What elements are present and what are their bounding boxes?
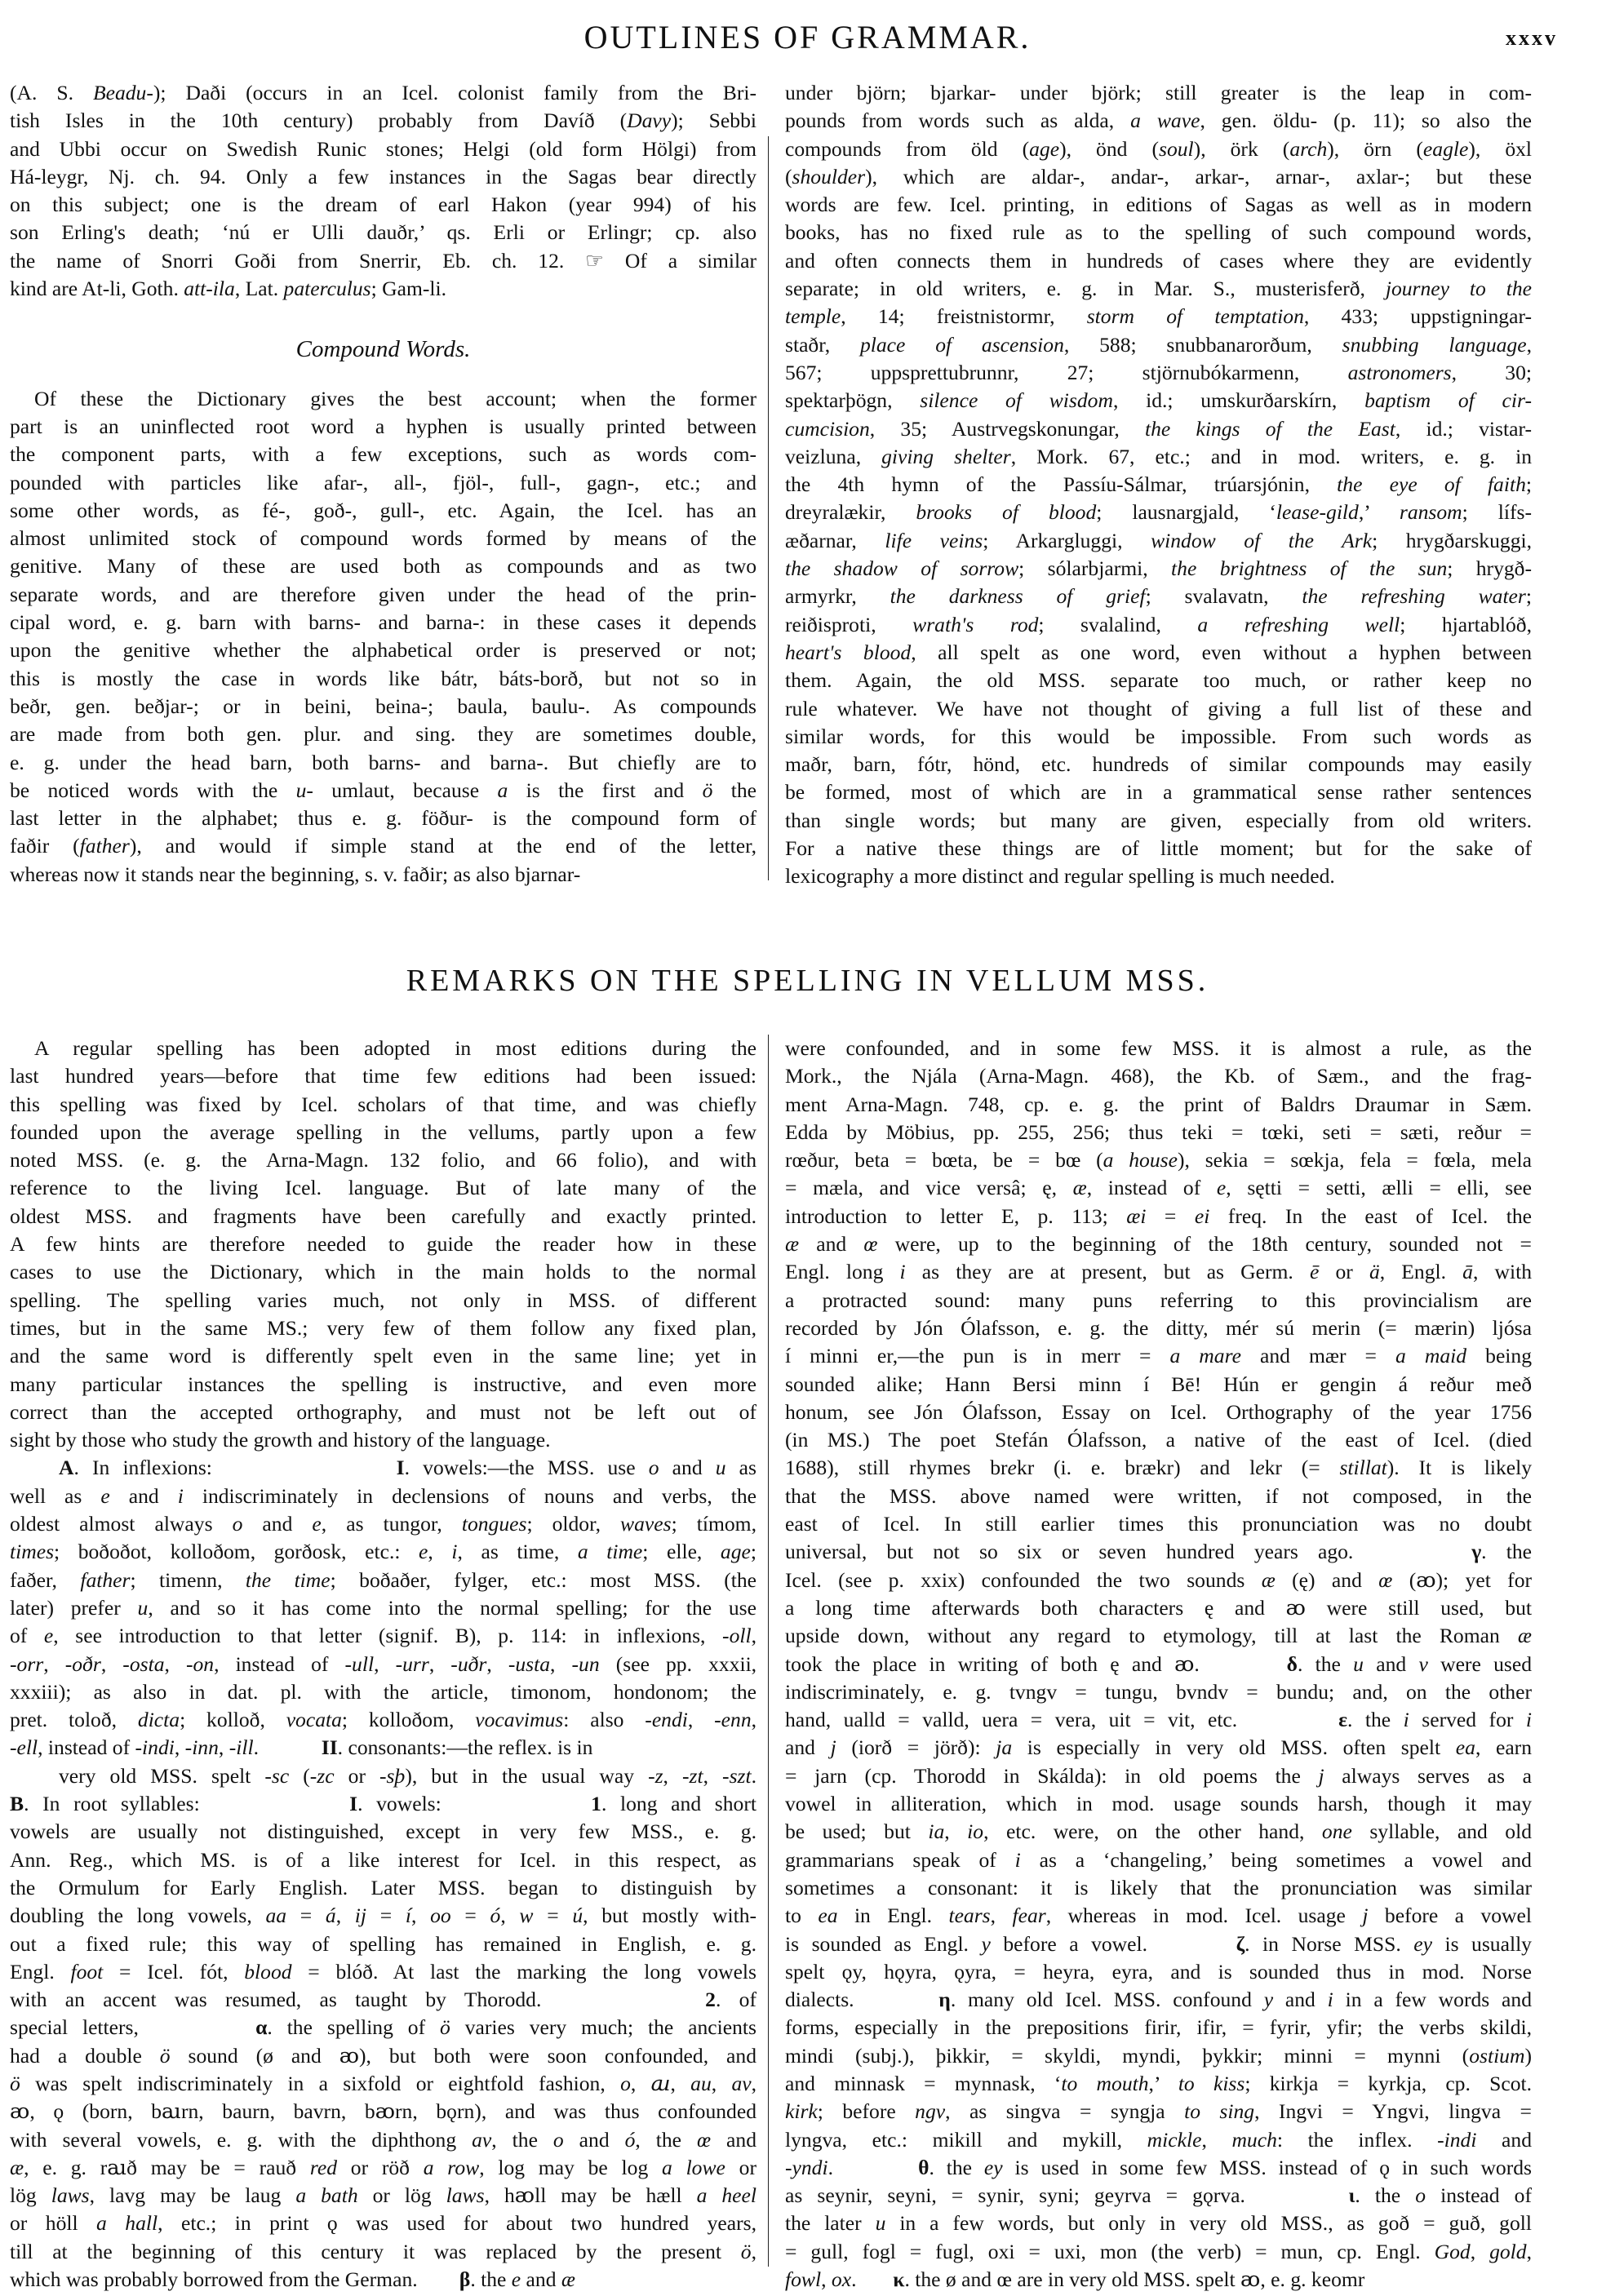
text-line: armyrkr, the darkness of grief; svalavatn, the refreshing water; xyxy=(785,584,1533,609)
text-line: heart's blood, all spelt as one word, even without a hyphen between xyxy=(785,640,1532,664)
text-line: Ann. Reg., which MS. is of a like interest for Icel. in this respect, as xyxy=(10,1847,756,1872)
text-line: cases to use the Dictionary, which in the main holds to the normal xyxy=(10,1260,756,1284)
text-line: forms, especially in the prepositions firir, ifir, = fyrir, yfir; the verbs skildi, xyxy=(785,2015,1532,2040)
text-line: xxxiii); as also in dat. pl. with the article, timonom, hondonom; the xyxy=(10,1679,756,1704)
text-line: staðr, place of ascension, 588; snubbanarorðum, snubbing language, xyxy=(785,332,1532,357)
text-line: to ea in Engl. tears, fear, whereas in mod. Icel. usage j before a vowel xyxy=(785,1904,1533,1928)
text-line: took the place in writing of both ę and ꜵ. δ. the u and v were used xyxy=(785,1651,1532,1676)
text-line: e. g. under the head barn, both barns- and barna-. But chiefly are to xyxy=(10,750,756,774)
text-line: = gull, fogl = fugl, oxi = uxi, mon (the verb) = mun, cp. Engl. God, gold, xyxy=(785,2239,1532,2263)
text-line: lög laws, lavg may be laug a bath or lög laws, hꜵll may be hæll a heel xyxy=(10,2183,756,2208)
text-line: introduction to letter E, p. 113; æi = ei freq. In the east of Icel. the xyxy=(785,1203,1533,1228)
text-line: well as e and i indiscriminately in declensions of nouns and verbs, the xyxy=(10,1483,756,1508)
text-line: rule whatever. We have not thought of giving a full list of these and xyxy=(785,696,1532,720)
text-line: this is mostly the case in words like bátr, báts-borð, but not so in xyxy=(10,666,756,690)
text-line: dialects. η. many old Icel. MSS. confound y and i in a few words and xyxy=(785,1988,1533,2012)
text-line: them. Again, the old MSS. separate too much, or rather keep no xyxy=(785,668,1532,693)
text-line: separate words, and are therefore given under the head of the prin- xyxy=(10,582,756,606)
compound-words-text xyxy=(10,385,756,889)
text-line: that the MSS. above named were written, if not composed, in the xyxy=(785,1483,1532,1508)
text-line: the component parts, with a few exceptions, such as words com- xyxy=(10,442,756,467)
text-line: Of these the Dictionary gives the best account; when the former xyxy=(34,386,756,410)
lower-left-column xyxy=(10,1035,756,2294)
text-line: on this subject; one is the dream of earl Hakon (year 994) of his xyxy=(10,193,756,217)
text-line: last letter in the alphabet; thus e. g. föður- is the compound form of xyxy=(10,806,756,831)
column-rule-upper xyxy=(768,136,769,880)
text-line: the shadow of sorrow; sólarbjarmi, the brightness of the sun; hrygð- xyxy=(785,556,1532,581)
text-line: whereas now it stands near the beginning, s. v. faðir; as also bjarnar- xyxy=(10,862,581,886)
text-line: dreyralækir, brooks of blood; lausnargjald, ‘lease-gild,’ ransom; lífs- xyxy=(785,500,1532,525)
text-line: honum, see Jón Ólafsson, Essay on Icel. Orthography of the year 1756 xyxy=(785,1399,1532,1424)
text-line: cumcision, 35; Austrvegskonungar, the kings of the East, id.; vistar- xyxy=(785,416,1532,441)
text-line: correct than the accepted orthography, and must not be left out of xyxy=(10,1399,756,1424)
text-line: rœður, beta = bœta, be = bœ (a house), sekia = sœkja, fela = fœla, mela xyxy=(785,1148,1533,1172)
text-line: east of Icel. In still earlier times this pronunciation was no doubt xyxy=(785,1512,1532,1536)
text-line: doubling the long vowels, aa = á, ij = í, oo = ó, w = ú, but mostly with- xyxy=(10,1904,757,1928)
text-line: æðarnar, life veins; Arkargluggi, window of the Ark; hrygðarskuggi, xyxy=(785,528,1532,552)
text-line: reference to the living Icel. language. But of late many of the xyxy=(10,1176,756,1200)
text-line: pret. toloð, dicta; kolloð, vocata; kolloðom, vocavimus: also -endi, -enn, xyxy=(10,1708,757,1732)
text-line: æ and œ were, up to the beginning of the 18th century, sounded not = xyxy=(785,1232,1532,1257)
text-line: later) prefer u, and so it has come into the normal spelling; for the use xyxy=(10,1595,756,1620)
text-line: oldest almost always o and e, as tungor, tongues; oldor, waves; tímom, xyxy=(10,1512,756,1536)
text-line: and j (iorð = jörð): ja is especially in very old MSS. often spelt ea, earn xyxy=(785,1735,1532,1760)
text-line: or höll a hall, etc.; in print ǫ was used for about two hundred years, xyxy=(10,2211,756,2236)
text-line: indiscriminately, e. g. tvngv = tungu, bvndv = bundu; and, on the other xyxy=(785,1679,1532,1704)
text-line: sounded alike; Hann Bersi minn í Bē! Hún er gengin á reður með xyxy=(785,1372,1532,1396)
text-line: very old MSS. spelt -sc (-zc or -sþ), but in the usual way -z, -zt, -szt. xyxy=(59,1763,757,1788)
text-line: are made from both gen. plur. and sing. they are sometimes double, xyxy=(10,722,756,747)
text-line: oldest MSS. and fragments have been carefully and exactly printed. xyxy=(10,1203,756,1228)
text-line: Edda by Möbius, pp. 255, 256; thus teki = tœki, seti = sæti, reður = xyxy=(785,1119,1532,1144)
lower-right-column xyxy=(785,1035,1532,2294)
text-line: founded upon the average spelling in the vellums, partly upon a few xyxy=(10,1119,756,1144)
text-line: tish Isles in the 10th century) probably from Davíð (Davy); Sebbi xyxy=(10,109,756,133)
text-line: noted MSS. (e. g. the Arna-Magn. 132 folio, and 66 folio), and with xyxy=(10,1148,756,1172)
text-line: spektarþögn, silence of wisdom, id.; umskurðarskírn, baptism of cir- xyxy=(785,388,1532,413)
text-line: grammarians speak of i as a ‘changeling,’ being sometimes a vowel and xyxy=(785,1847,1532,1872)
upper-left-column xyxy=(10,79,756,889)
text-line: this spelling was fixed by Icel. scholars of that time, and was chiefly xyxy=(10,1092,756,1116)
text-line: many particular instances the spelling is instructive, and even more xyxy=(10,1372,756,1396)
upper-right-column xyxy=(785,79,1532,891)
text-line: faðer, father; timenn, the time; boðaðer, fylger, etc.: most MSS. (the xyxy=(10,1567,756,1592)
text-line: and minnask = mynnask, ‘to mouth,’ to kiss; kirkja = kyrkja, cp. Scot. xyxy=(785,2071,1533,2095)
text-line: almost unlimited stock of compound words formed by means of the xyxy=(10,526,756,551)
text-line: maðr, barn, fótr, hönd, etc. hundreds of similar compounds may easily xyxy=(785,752,1532,777)
text-line: times, but in the same MS.; very few of them follow any fixed plan, xyxy=(10,1315,756,1340)
text-line: than single words; but many are given, especially from old writers. xyxy=(785,808,1532,832)
text-line: son Erling's death; ‘nú er Ulli dauðr,’ qs. Erli or Erlingr; cp. also xyxy=(10,220,756,245)
text-line: the name of Snorri Goði from Snerrir, Eb. ch. 12. ☞ Of a similar xyxy=(10,248,756,273)
text-line: last hundred years—before that time few editions had been issued: xyxy=(10,1064,756,1088)
text-line: and Ubbi occur on Swedish Runic stones; Helgi (old form Hölgi) from xyxy=(10,136,756,161)
text-line: vowels are usually not distinguished, except in very few MSS., e. g. xyxy=(10,1820,756,1844)
upper-left-intro xyxy=(10,79,756,303)
text-line: 567; uppsprettubrunnr, 27; stjörnubókarmenn, astronomers, 30; xyxy=(785,360,1532,384)
text-line: í minni er,—the pun is in merr = a mare and mær = a maid being xyxy=(785,1344,1533,1368)
text-line: ö was spelt indiscriminately in a sixfold or eightfold fashion, o, ꜷ, au, av, xyxy=(10,2071,757,2095)
text-line: be formed, most of which are in a grammatical sense rather sentences xyxy=(785,780,1532,804)
text-line: and the same word is differently spelt even in the same line; yet in xyxy=(10,1344,756,1368)
text-line: pounds from words such as alda, a wave, gen. öldu- (p. 11); so also the xyxy=(785,109,1533,133)
text-line: the later u in a few words, but only in very old MSS., as goð = guð, goll xyxy=(785,2211,1532,2236)
text-line: temple, 14; freistnistormr, storm of temptation, 433; uppstigningar- xyxy=(785,304,1532,329)
text-line: veizluna, giving shelter, Mork. 67, etc.; and in mod. writers, e. g. in xyxy=(785,444,1533,468)
text-line: fowl, ox. κ. the ø and œ are in very old MSS. spelt ꜵ, e. g. keomr xyxy=(785,2267,1365,2292)
text-line: the Ormulum for Early English. Later MSS. began to distinguish by xyxy=(10,1875,756,1899)
text-line: till at the beginning of this century it was replaced by the present ö, xyxy=(10,2239,756,2263)
text-line: -orr, -oðr, -osta, -on, instead of -ull, -urr, -uðr, -usta, -un (see pp. xxxii, xyxy=(10,1651,757,1676)
text-line: 1688), still rhymes brekr (i. e. brækr) and lekr (= stillat). It is likely xyxy=(785,1456,1533,1480)
text-line: cipal word, e. g. barn with barns- and barna-: in these cases it depends xyxy=(10,610,756,635)
text-line: upside down, without any regard to etymology, till at last the Roman æ xyxy=(785,1624,1532,1648)
text-line: beðr, gen. beðjar-; or in beini, beina-; baula, baulu-. As compounds xyxy=(10,694,756,718)
running-head xyxy=(0,18,1615,67)
text-line: with several vowels, e. g. with the diphthong av, the o and ó, the œ and xyxy=(10,2127,756,2152)
text-line: (in MS.) The poet Stefán Ólafsson, a native of the east of Icel. (died xyxy=(785,1428,1532,1452)
text-line: faðir (father), and would if simple stand at the end of the letter, xyxy=(10,834,756,858)
text-line: A. In inflexions: I. vowels:—the MSS. use o and u as xyxy=(59,1456,756,1480)
text-line: be noticed words with the u- umlaut, because a is the first and ö the xyxy=(10,778,757,802)
text-line: hand, ualld = valld, uera = vera, uit = vit, etc. ε. the i served for i xyxy=(785,1708,1532,1732)
text-line: recorded by Jón Ólafsson, e. g. the ditty, mér sú merin (= mærin) ljósa xyxy=(785,1315,1532,1340)
page-number: xxxv xyxy=(1506,26,1558,50)
text-line: universal, but not so six or seven hundred years ago. γ. the xyxy=(785,1540,1532,1564)
text-line: be used; but ia, io, etc. were, on the other hand, one syllable, and old xyxy=(785,1820,1532,1844)
text-line: words are few. Icel. printing, in editions of Sagas as well as in modern xyxy=(785,193,1532,217)
text-line: a protracted sound: many puns referring to this provincialism are xyxy=(785,1288,1532,1312)
column-rule-lower xyxy=(768,1035,769,2267)
text-line: lyngva, etc.: mikill and mykill, mickle, much: the inflex. -indi and xyxy=(785,2127,1532,2152)
text-line: similar words, for this would be impossible. From such words as xyxy=(785,724,1532,748)
text-line: with an accent was resumed, as taught by Thorodd. 2. of xyxy=(10,1988,756,2012)
text-line: A few hints are therefore needed to guide the reader how in these xyxy=(10,1232,756,1257)
text-line: Mork., the Njála (Arna-Magn. 468), the Kb. of Sæm., and the frag- xyxy=(785,1064,1532,1088)
lower-section xyxy=(10,1035,1605,2291)
text-line: Icel. (see p. xxix) confounded the two sounds æ (ę) and œ (ꜵ); yet for xyxy=(785,1567,1533,1592)
text-line: upon the genitive whether the alphabetical order is preserved or not; xyxy=(10,638,756,663)
text-line: æ, e. g. rꜷð may be = rauð red or röð a row, log may be log a lowe or xyxy=(10,2155,756,2179)
text-line: lexicography a more distinct and regular spelling is much needed. xyxy=(785,864,1335,889)
text-line: part is an uninflected root word a hyphen is usually printed between xyxy=(10,414,756,438)
text-line: = mæla, and vice versâ; ę, æ, instead of e, sętti = setti, ælli = elli, see xyxy=(785,1176,1532,1200)
text-line: = jarn (cp. Thorodd in Skálda): in old poems the j always serves as a xyxy=(785,1763,1532,1788)
text-line: separate; in old writers, e. g. in Mar. S., musterisferð, journey to the xyxy=(785,277,1532,301)
text-line: (shoulder), which are aldar-, andar-, arkar-, arnar-, axlar-; but these xyxy=(785,164,1532,188)
text-line: -ell, instead of -indi, -inn, -ill. II. consonants:—the reflex. is in xyxy=(10,1735,593,1760)
text-line: special letters, α. the spelling of ö varies very much; the ancients xyxy=(10,2015,757,2040)
text-line: Há-leygr, Nj. ch. 94. Only a few instances in the Sagas bear directly xyxy=(10,164,756,188)
text-line: were confounded, and in some few MSS. it is almost a rule, as the xyxy=(785,1036,1532,1060)
text-line: mindi (subj.), þikkir, = skyldi, myndi, þykkir; minni = mynni (ostium) xyxy=(785,2043,1532,2068)
text-line: -yndi. θ. the ey is used in some few MSS. instead of ǫ in such words xyxy=(785,2155,1533,2179)
text-line: a long time afterwards both characters ę and ꜵ were still used, but xyxy=(785,1595,1532,1620)
text-line: genitive. Many of these are used both as compounds and as two xyxy=(10,554,756,578)
text-line: as seynir, seyni, = synir, syni; geyrva = gǫrva. ι. the o instead of xyxy=(785,2183,1532,2208)
running-title: OUTLINES OF GRAMMAR. xyxy=(583,19,1032,55)
text-line: kirk; before ngv, as singva = syngja to sing, Ingvi = Yngvi, lingva = xyxy=(785,2099,1532,2124)
text-line: pounded with particles like afar-, all-, fjöl-, full-, gagn-, etc.; and xyxy=(10,470,756,494)
text-line: the 4th hymn of the Passíu-Sálmar, trúarsjónin, the eye of faith; xyxy=(785,472,1532,497)
text-line: B. In root syllables: I. vowels: 1. long and short xyxy=(10,1792,756,1816)
compound-words-heading: Compound Words. xyxy=(295,336,471,363)
upper-section xyxy=(10,79,1605,895)
text-line: books, has no fixed rule as to the spelling of such compound words, xyxy=(785,220,1532,245)
text-line: Engl. long i as they are at present, but as Germ. ē or ä, Engl. ā, with xyxy=(785,1260,1532,1284)
text-line: out a fixed rule; this way of spelling has remained in English, e. g. xyxy=(10,1931,756,1956)
text-line: times; boðoðot, kolloðom, gorðosk, etc.: e, i, as time, a time; elle, age; xyxy=(10,1540,756,1564)
text-line: ment Arna-Magn. 748, cp. e. g. the print of Baldrs Draumar in Sæm. xyxy=(785,1092,1532,1116)
text-line: some other words, as fé-, goð-, gull-, etc. Again, the Icel. has an xyxy=(10,498,756,522)
text-line: vowel in alliteration, which in mod. usage sounds harsh, though it may xyxy=(785,1792,1532,1816)
text-line: A regular spelling has been adopted in most editions during the xyxy=(34,1036,756,1060)
text-line: ꜵ, ǫ (born, bꜷrn, baurn, bavrn, bꜵrn, bǫrn), and was thus confounded xyxy=(10,2099,756,2124)
text-line: spelling. The spelling varies much, not only in MSS. of different xyxy=(10,1288,756,1312)
text-line: under björn; bjarkar- under björk; still greater is the leap in com- xyxy=(785,81,1532,104)
text-line: which was probably borrowed from the German. β. the e and æ xyxy=(10,2267,575,2292)
text-line: kind are At-li, Goth. att-ila, Lat. paterculus; Gam-li. xyxy=(10,277,447,301)
text-line: compounds from öld (age), önd (soul), örk (arch), örn (eagle), öxl xyxy=(785,136,1533,161)
text-line: and often connects them in hundreds of cases where they are evidently xyxy=(785,248,1532,273)
text-line: sometimes a consonant: it is likely that the pronunciation was similar xyxy=(785,1875,1532,1899)
text-line: reiðisproti, wrath's rod; svalalind, a refreshing well; hjartablóð, xyxy=(785,612,1532,636)
text-line: (A. S. Beadu-); Daði (occurs in an Icel. colonist family from the Bri- xyxy=(10,81,756,104)
text-line: had a double ö sound (ø and ꜵ), but both were soon confounded, and xyxy=(10,2043,756,2068)
text-line: spelt ǫy, hǫyra, ǫyra, = heyra, eyra, and is sounded thus in mod. Norse xyxy=(785,1959,1532,1984)
text-line: Engl. foot = Icel. fót, blood = blóð. At last the marking the long vowels xyxy=(10,1959,756,1984)
text-line: sight by those who study the growth and history of the language. xyxy=(10,1428,551,1452)
section-title: REMARKS ON THE SPELLING IN VELLUM MSS. xyxy=(406,964,1209,998)
text-line: of e, see introduction to that letter (signif. B), p. 114: in inflexions, -oll, xyxy=(10,1624,756,1648)
text-line: For a native these things are of little moment; but for the sake of xyxy=(785,836,1532,861)
text-line: is sounded as Engl. y before a vowel. ζ. in Norse MSS. ey is usually xyxy=(785,1931,1532,1956)
